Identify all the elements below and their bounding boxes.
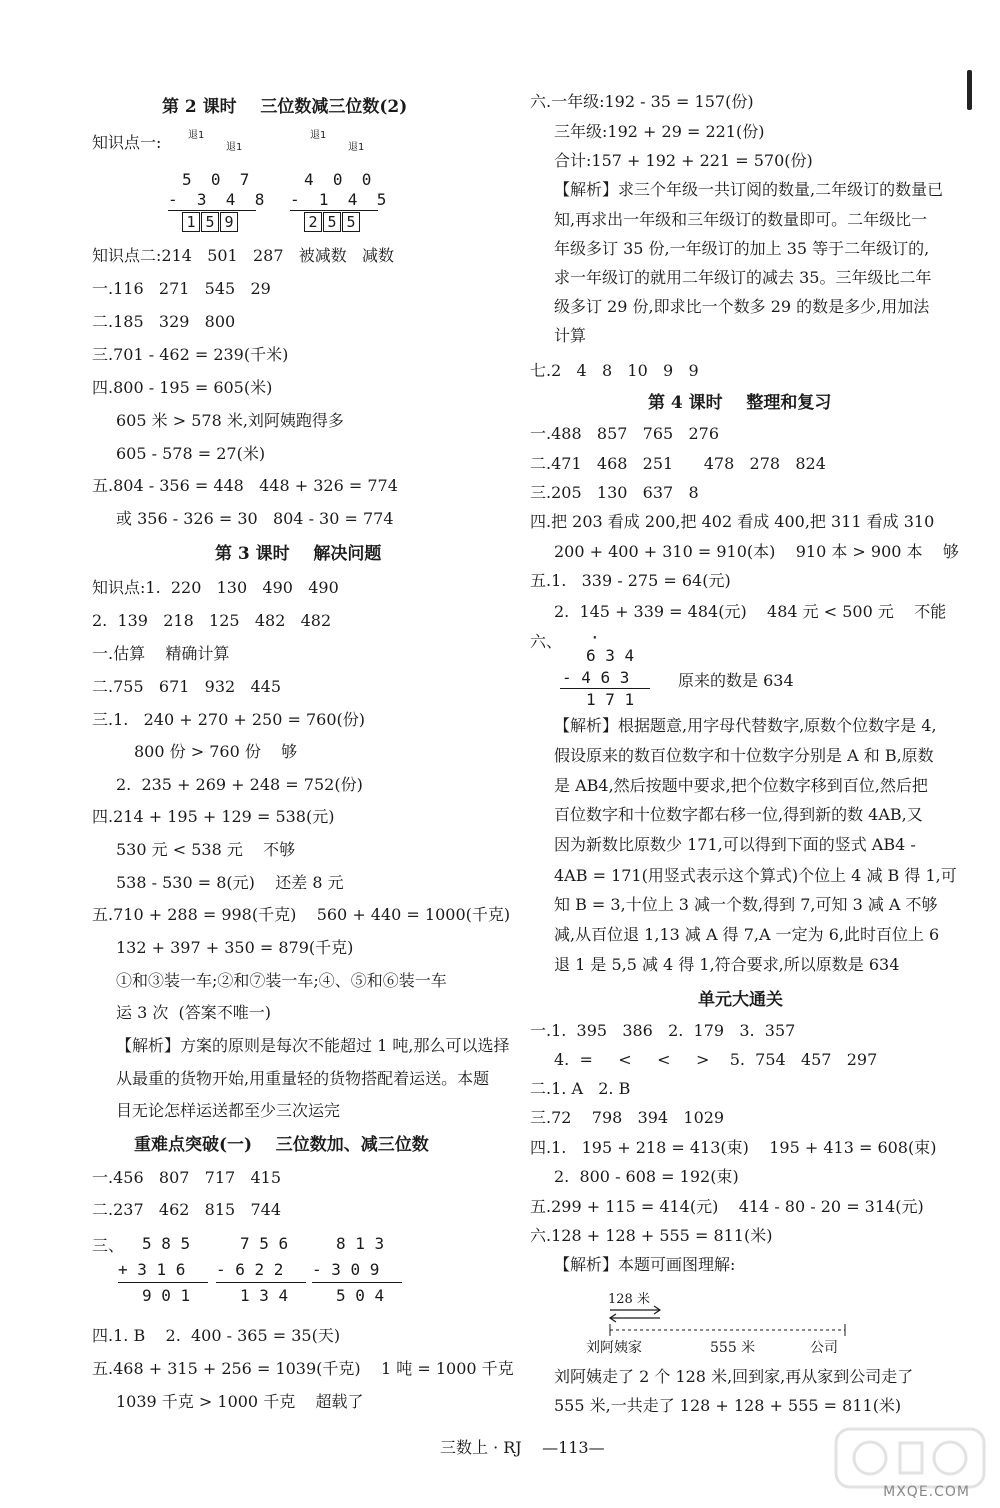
result-digit: 5 xyxy=(342,212,360,232)
answer-line: 四.214 + 195 + 129 = 538(元) xyxy=(92,807,335,826)
result-digit: 2 xyxy=(304,212,322,232)
distance-label: 555 米 xyxy=(710,1340,756,1356)
knowledge-point-1-label: 知识点一: xyxy=(92,133,162,152)
result-digit: 9 xyxy=(220,212,238,232)
answer-line: 一.1. 395 386 2. 179 3. 357 xyxy=(530,1021,796,1040)
minuend: 5 0 7 xyxy=(182,170,250,189)
difference: 5 0 4 xyxy=(336,1286,385,1305)
answer-line: 一.456 807 717 415 xyxy=(92,1168,282,1187)
analysis-line: 是 AB4,然后按题中要求,把个位数字移到百位,然后把 xyxy=(554,776,928,795)
answer-line: 三.1. 240 + 270 + 250 = 760(份) xyxy=(92,710,365,729)
answer-line: 一.116 271 545 29 xyxy=(92,279,271,298)
segment-label: 128 米 xyxy=(608,1292,650,1307)
subtrahend: - 6 2 2 xyxy=(216,1260,284,1279)
answer-line: 六.一年级:192 - 35 = 157(份) xyxy=(530,92,754,111)
answer-line: 二.471 468 251 478 278 824 xyxy=(530,454,826,473)
answer-line: 800 份 > 760 份 够 xyxy=(134,742,298,761)
answer-line: 三.701 - 462 = 239(千米) xyxy=(92,345,289,364)
analysis-line: 【解析】根据题意,用字母代替数字,原数个位数字是 4, xyxy=(554,716,937,735)
analysis-line: 假设原来的数百位数字和十位数字分别是 A 和 B,原数 xyxy=(554,746,934,765)
answer-line: 2. 139 218 125 482 482 xyxy=(92,611,332,630)
answer-line: 4. = < < > 5. 754 457 297 xyxy=(554,1050,878,1069)
answer-line: 五.804 - 356 = 448 448 + 326 = 774 xyxy=(92,476,398,495)
answer-line: 2. 145 + 339 = 484(元) 484 元 < 500 元 不能 xyxy=(554,602,947,621)
answer-line: 530 元 < 538 元 不够 xyxy=(116,840,296,859)
answer-line: 一.估算 精确计算 xyxy=(92,644,230,663)
vertical-calc-756-622 xyxy=(216,1234,311,1304)
answer-line: 538 - 530 = 8(元) 还差 8 元 xyxy=(116,873,344,892)
addend: 5 8 5 xyxy=(142,1234,191,1253)
calc-rule xyxy=(290,210,378,211)
carry-mark: 退1 xyxy=(310,130,327,141)
difference: 1 3 4 xyxy=(240,1286,289,1305)
answer-line: ①和③装一车;②和⑦装一车;④、⑤和⑥装一车 xyxy=(116,971,447,990)
minuend: 4 0 0 xyxy=(304,170,372,189)
calc-rule xyxy=(560,688,650,689)
lesson-3-title: 第 3 课时 解决问题 xyxy=(215,544,382,564)
answer-line: 1039 千克 > 1000 千克 超载了 xyxy=(116,1392,364,1411)
vertical-calc-813-309 xyxy=(312,1234,407,1304)
vertical-calc-507-348 xyxy=(168,126,263,236)
carry-dot: · xyxy=(590,628,600,647)
analysis-line: 知 B = 3,十位上 3 减一个数,得到 7,可知 3 减 A 不够 xyxy=(554,895,938,914)
result-boxes xyxy=(182,212,239,232)
answer-line: 605 米 > 578 米,刘阿姨跑得多 xyxy=(116,411,344,430)
analysis-line: 减,从百位退 1,13 减 A 得 7,A 一定为 6,此时百位上 6 xyxy=(554,925,940,944)
calc-rule xyxy=(312,1282,402,1283)
analysis-line: 【解析】方案的原则是每次不能超过 1 吨,那么可以选择 xyxy=(116,1036,510,1055)
answer-line: 二.755 671 932 445 xyxy=(92,677,282,696)
lesson-4-title: 第 4 课时 整理和复习 xyxy=(648,393,832,413)
vertical-calc-400-145 xyxy=(290,126,385,236)
vertical-calc-585-316 xyxy=(118,1234,213,1304)
difference: 1 7 1 xyxy=(586,690,635,709)
answer-line: 二.237 462 815 744 xyxy=(92,1200,282,1219)
analysis-line: 目无论怎样运送都至少三次运完 xyxy=(116,1101,341,1120)
answer-line: 二.1. A 2. B xyxy=(530,1079,631,1098)
carry-mark: 退1 xyxy=(188,130,205,141)
key-points-title: 重难点突破(一) 三位数加、减三位数 xyxy=(134,1135,429,1155)
analysis-line: 4AB = 171(用竖式表示这个算式)个位上 4 减 B 得 1,可 xyxy=(554,866,957,885)
subtrahend: - 1 4 5 xyxy=(290,190,387,209)
analysis-line: 年级多订 35 份,一年级订的加上 35 等于二年级订的, xyxy=(554,239,930,258)
answer-line: 605 - 578 = 27(米) xyxy=(116,444,266,463)
answer-line: 三、 xyxy=(92,1236,125,1255)
minuend: 7 5 6 xyxy=(240,1234,289,1253)
carry-mark: 退1 xyxy=(226,142,243,153)
analysis-line: 【解析】求三个年级一共订阅的数量,二年级订的数量已 xyxy=(554,180,944,199)
watermark-text: MXQE.COM xyxy=(883,1484,970,1500)
analysis-line: 刘阿姨走了 2 个 128 米,回到家,再从家到公司走了 xyxy=(554,1367,914,1386)
analysis-line: 计算 xyxy=(554,326,587,345)
answer-line: 六.128 + 128 + 555 = 811(米) xyxy=(530,1226,773,1245)
answer-line: 三年级:192 + 29 = 221(份) xyxy=(554,122,765,141)
answer-line: 2. 800 - 608 = 192(束) xyxy=(554,1167,739,1186)
knowledge-point-2: 知识点二:214 501 287 被减数 减数 xyxy=(92,246,395,265)
answer-line: 或 356 - 326 = 30 804 - 30 = 774 xyxy=(116,509,394,528)
answer-line: 运 3 次 (答案不唯一) xyxy=(116,1003,272,1022)
calc-rule xyxy=(216,1282,306,1283)
analysis-line: 【解析】本题可画图理解: xyxy=(554,1255,736,1274)
answer-line: 四.1. 195 + 218 = 413(束) 195 + 413 = 608(束) xyxy=(530,1138,937,1157)
answer-line: 五.1. 339 - 275 = 64(元) xyxy=(530,571,731,590)
answer-line: 三.72 798 394 1029 xyxy=(530,1108,725,1127)
page-footer: 三数上 · RJ —113— xyxy=(440,1438,605,1457)
minuend: 8 1 3 xyxy=(336,1234,385,1253)
answer-line: 五.299 + 115 = 414(元) 414 - 80 - 20 = 314(元) xyxy=(530,1197,924,1216)
calc-rule xyxy=(118,1282,208,1283)
analysis-line: 因为新数比原数少 171,可以得到下面的竖式 AB4 - xyxy=(554,835,916,854)
analysis-line: 百位数字和十位数字都右移一位,得到新的数 4AB,又 xyxy=(554,805,923,824)
result-digit: 1 xyxy=(182,212,200,232)
minuend: 6 3 4 xyxy=(586,646,635,665)
distance-diagram xyxy=(580,1290,850,1360)
carry-mark: 退1 xyxy=(348,142,365,153)
analysis-line: 555 米,一共走了 128 + 128 + 555 = 811(米) xyxy=(554,1396,902,1415)
original-number-note: 原来的数是 634 xyxy=(678,671,794,690)
analysis-line: 从最重的货物开始,用重量轻的货物搭配着运送。本题 xyxy=(116,1069,490,1088)
sum: 9 0 1 xyxy=(142,1286,191,1305)
answer-line: 七.2 4 8 10 9 9 xyxy=(530,361,699,380)
answer-line: 四.1. B 2. 400 - 365 = 35(天) xyxy=(92,1326,341,1345)
answer-line: 四.800 - 195 = 605(米) xyxy=(92,378,273,397)
addend: + 3 1 6 xyxy=(118,1260,186,1279)
result-digit: 5 xyxy=(201,212,219,232)
answer-line: 六、 xyxy=(530,632,563,651)
page-edge-mark xyxy=(967,70,972,110)
vertical-calc-634-463 xyxy=(560,628,900,710)
home-label: 刘阿姨家 xyxy=(586,1340,642,1356)
answer-line: 合计:157 + 192 + 221 = 570(份) xyxy=(554,151,813,170)
unit-test-title: 单元大通关 xyxy=(698,990,783,1010)
subtrahend: - 3 0 9 xyxy=(312,1260,380,1279)
answer-line: 200 + 400 + 310 = 910(本) 910 本 > 900 本 够 xyxy=(554,542,959,561)
answer-line: 一.488 857 765 276 xyxy=(530,424,720,443)
lesson-2-title: 第 2 课时 三位数减三位数(2) xyxy=(162,97,408,117)
analysis-line: 退 1 是 5,5 减 4 得 1,符合要求,所以原数是 634 xyxy=(554,955,900,974)
answer-line: 132 + 397 + 350 = 879(千克) xyxy=(116,938,354,957)
answer-line: 二.185 329 800 xyxy=(92,312,236,331)
office-label: 公司 xyxy=(810,1340,838,1356)
answer-line: 四.把 203 看成 200,把 402 看成 400,把 311 看成 310 xyxy=(530,512,935,531)
answer-line: 2. 235 + 269 + 248 = 752(份) xyxy=(116,775,363,794)
calc-rule xyxy=(168,210,256,211)
result-digit: 5 xyxy=(323,212,341,232)
answer-line: 五.710 + 288 = 998(千克) 560 + 440 = 1000(千克) xyxy=(92,905,511,924)
analysis-line: 求一年级订的就用二年级订的减去 35。三年级比二年 xyxy=(554,268,932,287)
answer-line: 五.468 + 315 + 256 = 1039(千克) 1 吨 = 1000 千克 xyxy=(92,1359,514,1378)
analysis-line: 级多订 29 份,即求比一个数多 29 的数是多少,用加法 xyxy=(554,297,930,316)
subtrahend: - 3 4 8 xyxy=(168,190,265,209)
answer-line: 三.205 130 637 8 xyxy=(530,483,699,502)
answer-line: 知识点:1. 220 130 490 490 xyxy=(92,578,339,597)
result-boxes xyxy=(304,212,361,232)
analysis-line: 知,再求出一年级和三年级订的数量即可。二年级比一 xyxy=(554,210,928,229)
subtrahend: - 4 6 3 xyxy=(562,668,630,687)
